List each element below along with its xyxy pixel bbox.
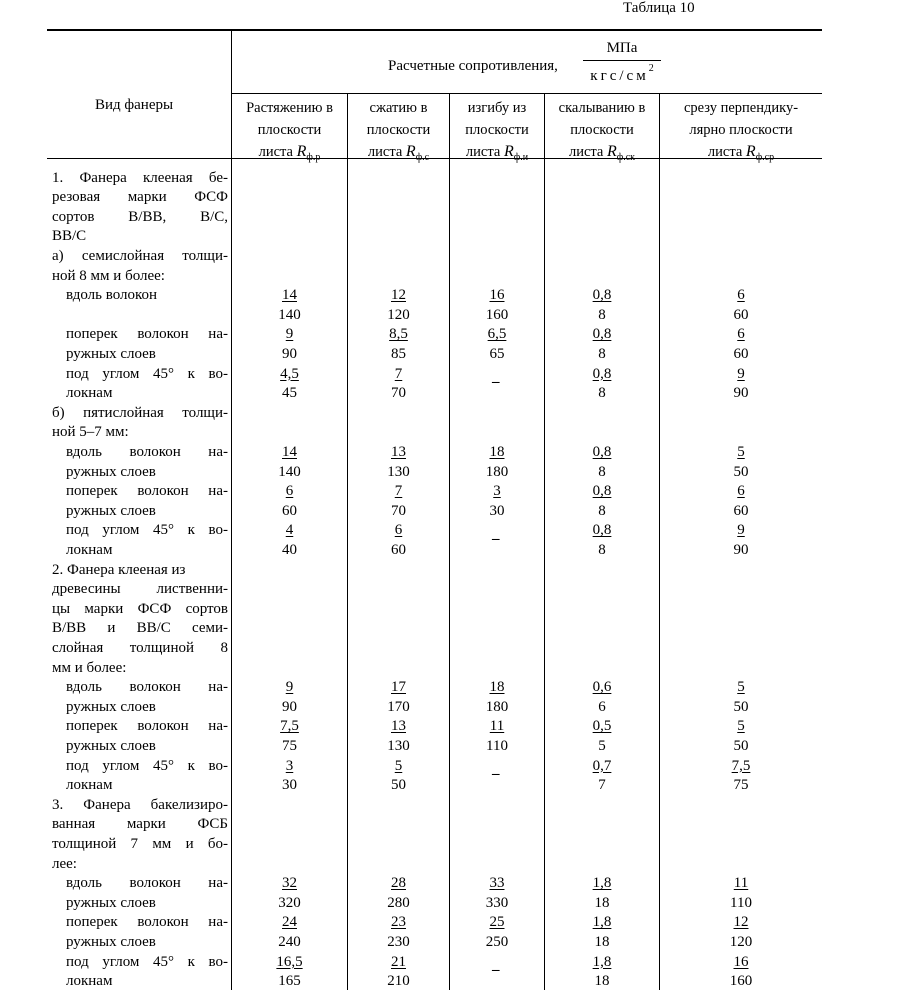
value-mpa: 28	[391, 875, 406, 892]
value-mpa: 0,7	[592, 757, 612, 774]
col-header-line: плоскости	[570, 122, 634, 138]
col-header-4	[545, 97, 659, 169]
col-header-2	[348, 97, 449, 169]
unit-bottom: кгс/$см^2$	[590, 63, 654, 84]
col-header-line: плоскости	[257, 122, 322, 138]
col-header-symbol-line: листа $R_{ф.р}$	[258, 143, 321, 164]
value-mpa: 5	[737, 718, 745, 735]
value-mpa: 4	[285, 522, 294, 539]
value-mpa: 21	[391, 953, 406, 970]
row-label: под углом 45° к во-	[66, 953, 228, 970]
header-main: Расчетные сопротивления,	[388, 58, 558, 74]
value-mpa: 1,8	[592, 914, 612, 931]
col-divider-3	[449, 93, 450, 990]
value-kgs: 65	[489, 345, 505, 362]
value-kgs: 50	[391, 777, 406, 794]
row-label: слойная толщиной 8	[52, 639, 228, 656]
value-mpa: 7,5	[280, 718, 299, 735]
value-kgs: 60	[391, 541, 406, 558]
value-kgs: 90	[282, 345, 297, 362]
row-label: цы марки ФСФ сортов	[52, 600, 228, 617]
row-label: ружных слоев	[66, 698, 156, 715]
value-kgs: 7	[598, 777, 606, 794]
col-header-symbol-line: листа $R_{ф.и}$	[465, 143, 529, 164]
value-kgs: 170	[387, 698, 410, 715]
value-kgs: 120	[387, 306, 410, 323]
value-kgs: 230	[387, 933, 410, 950]
col-header-line: плоскости	[366, 122, 431, 138]
col-header-line: плоскости	[465, 122, 529, 138]
value-kgs: 8	[598, 345, 606, 362]
value-kgs: 50	[733, 698, 749, 715]
value-mpa: 0,8	[592, 365, 612, 382]
value-kgs: 240	[278, 933, 301, 950]
row-label: ружных слоев	[66, 502, 156, 519]
value-mpa: 9	[737, 522, 745, 539]
value-kgs: 90	[282, 698, 297, 715]
value-mpa: 25	[489, 914, 505, 931]
value-mpa: 6	[737, 483, 745, 500]
col-header-line: Растяжению в	[246, 100, 333, 116]
value-mpa: 5	[394, 757, 403, 774]
value-mpa: 16,5	[276, 953, 303, 970]
value-mpa: 6	[285, 483, 294, 500]
value-kgs: 90	[733, 385, 749, 402]
value-mpa: 14	[282, 443, 297, 460]
value-dash: –	[492, 531, 500, 548]
value-mpa: 5	[737, 443, 745, 460]
value-mpa: 17	[391, 679, 406, 696]
value-mpa: 6	[737, 287, 745, 304]
value-mpa: 1,8	[592, 875, 612, 892]
row-label: б) пятислойная толщи-	[52, 404, 228, 421]
row-label: ной 8 мм и более:	[52, 267, 165, 284]
value-mpa: 0,5	[592, 718, 612, 735]
row-label: локнам	[66, 777, 113, 794]
value-mpa: 18	[489, 679, 505, 696]
row-label: резовая марки ФСФ	[52, 189, 228, 206]
value-kgs: 6	[598, 698, 606, 715]
value-kgs: 110	[486, 737, 508, 754]
value-kgs: 18	[594, 894, 610, 911]
value-kgs: 330	[485, 894, 509, 911]
row-label: под углом 45° к во-	[66, 522, 228, 539]
value-kgs: 50	[733, 737, 749, 754]
value-mpa: 3	[493, 483, 501, 500]
row-label: ружных слоев	[66, 894, 156, 911]
value-kgs: 40	[282, 541, 297, 558]
value-mpa: 0,8	[592, 287, 612, 304]
value-kgs: 85	[391, 345, 406, 362]
col-header-line: скалыванию в	[558, 100, 646, 116]
col-header-3	[450, 97, 544, 169]
col-header-symbol-line: листа $R_{ф.ск}$	[568, 143, 636, 164]
value-mpa: 8,5	[389, 326, 408, 343]
value-kgs: 180	[485, 698, 509, 715]
value-mpa: 32	[282, 875, 297, 892]
row-label: В/ВВ и ВВ/С семи-	[52, 620, 228, 637]
row-label: древесины лиственни-	[52, 581, 228, 598]
value-mpa: 12	[391, 287, 406, 304]
row-label: поперек волокон на-	[66, 326, 228, 343]
value-kgs: 210	[387, 973, 410, 990]
value-kgs: 50	[733, 463, 749, 480]
value-mpa: 9	[285, 326, 294, 343]
value-kgs: 140	[278, 306, 301, 323]
value-mpa: 4,5	[280, 365, 299, 382]
value-kgs: 250	[485, 933, 509, 950]
value-kgs: 8	[598, 502, 606, 519]
value-kgs: 180	[485, 463, 509, 480]
col-header-symbol-line: листа $R_{ф.ср}$	[707, 143, 775, 164]
row-label: поперек волокон на-	[66, 718, 228, 735]
col-header-5	[660, 97, 822, 169]
value-dash: –	[492, 374, 500, 391]
value-mpa: 0,8	[592, 326, 612, 343]
value-kgs: 30	[282, 777, 297, 794]
value-kgs: 30	[489, 502, 505, 519]
row-label: поперек волокон на-	[66, 914, 228, 931]
value-mpa: 24	[282, 914, 297, 931]
value-kgs: 130	[387, 737, 410, 754]
value-dash: –	[492, 766, 500, 783]
unit-top: МПа	[606, 40, 638, 56]
table-top-rule	[47, 29, 822, 31]
row-label: ванная марки ФСБ	[52, 816, 228, 833]
value-mpa: 16	[733, 953, 749, 970]
unit-fraction	[583, 38, 661, 84]
value-kgs: 320	[278, 894, 301, 911]
row-label: под углом 45° к во-	[66, 365, 228, 382]
value-mpa: 33	[489, 875, 505, 892]
value-mpa: 1,8	[592, 953, 612, 970]
row-label: ной 5–7 мм:	[52, 424, 129, 441]
value-kgs: 8	[598, 306, 606, 323]
value-kgs: 60	[733, 345, 749, 362]
value-mpa: 7,5	[731, 757, 751, 774]
value-kgs: 140	[278, 463, 301, 480]
value-kgs: 70	[391, 502, 406, 519]
value-kgs: 110	[730, 894, 752, 911]
value-kgs: 90	[733, 541, 749, 558]
row-label: вдоль волокон на-	[66, 875, 228, 892]
row-label: локнам	[66, 541, 113, 558]
row-label: ружных слоев	[66, 463, 156, 480]
row-label: мм и более:	[52, 659, 127, 676]
value-mpa: 0,6	[592, 679, 612, 696]
row-label: лее:	[52, 855, 77, 872]
value-mpa: 9	[737, 365, 745, 382]
value-kgs: 8	[598, 541, 606, 558]
row-label: ружных слоев	[66, 737, 156, 754]
value-kgs: 60	[733, 306, 749, 323]
value-mpa: 11	[733, 875, 749, 892]
row-label: вдоль волокон на-	[66, 679, 228, 696]
value-kgs: 160	[729, 973, 753, 990]
row-label: а) семислойная толщи-	[52, 247, 228, 264]
value-kgs: 8	[598, 385, 606, 402]
row-label: локнам	[66, 385, 113, 402]
value-mpa: 3	[285, 757, 294, 774]
value-kgs: 120	[729, 933, 753, 950]
col-header-1	[232, 97, 347, 169]
value-mpa: 7	[394, 483, 403, 500]
row-label: вдоль волокон	[66, 287, 158, 304]
value-kgs: 60	[733, 502, 749, 519]
row-label: сортов В/ВВ, В/С,	[52, 208, 228, 225]
row-label: вдоль волокон на-	[66, 443, 228, 460]
value-mpa: 16	[489, 287, 505, 304]
row-label: 2. Фанера клееная из	[52, 561, 186, 578]
value-kgs: 8	[598, 463, 606, 480]
value-kgs: 60	[282, 502, 297, 519]
col-header-line: срезу перпендику-	[683, 100, 799, 116]
value-kgs: 75	[733, 777, 749, 794]
row-label: толщиной 7 мм и бо-	[52, 835, 228, 852]
row-label: 3. Фанера бакелизиро-	[52, 796, 228, 813]
value-kgs: 130	[387, 463, 410, 480]
value-mpa: 9	[285, 679, 294, 696]
value-mpa: 12	[733, 914, 749, 931]
value-kgs: 18	[594, 973, 610, 990]
header-kind: Вид фанеры	[95, 97, 174, 113]
value-kgs: 75	[282, 737, 297, 754]
value-kgs: 165	[278, 973, 301, 990]
value-mpa: 23	[391, 914, 406, 931]
row-label: ружных слоев	[66, 345, 156, 362]
col-header-line: сжатию в	[369, 100, 428, 116]
col-header-symbol-line: листа $R_{ф.с}$	[367, 143, 430, 164]
value-kgs: 70	[391, 385, 406, 402]
col-header-line: лярно плоскости	[689, 122, 793, 138]
value-kgs: 160	[485, 306, 509, 323]
row-label: ружных слоев	[66, 933, 156, 950]
row-label: ВВ/С	[52, 228, 87, 245]
value-mpa: 7	[394, 365, 403, 382]
row-label: поперек волокон на-	[66, 483, 228, 500]
value-kgs: 45	[282, 385, 297, 402]
table-caption: Таблица 10	[623, 0, 695, 16]
value-dash: –	[492, 962, 500, 979]
col-header-line: изгибу из	[467, 100, 527, 116]
row-label: 1. Фанера клееная бе-	[52, 169, 228, 186]
value-mpa: 13	[391, 718, 406, 735]
value-mpa: 0,8	[592, 443, 612, 460]
value-mpa: 6	[394, 522, 403, 539]
value-mpa: 11	[489, 718, 505, 735]
value-mpa: 18	[489, 443, 505, 460]
value-mpa: 0,8	[592, 522, 612, 539]
value-mpa: 0,8	[592, 483, 612, 500]
row-label: локнам	[66, 973, 113, 990]
value-mpa: 6,5	[487, 326, 507, 343]
value-mpa: 6	[737, 326, 745, 343]
header-split-rule	[232, 93, 822, 94]
value-kgs: 280	[387, 894, 410, 911]
value-mpa: 14	[282, 287, 297, 304]
value-kgs: 5	[598, 737, 606, 754]
row-label: под углом 45° к во-	[66, 757, 228, 774]
value-mpa: 13	[391, 443, 406, 460]
value-kgs: 18	[594, 933, 610, 950]
value-mpa: 5	[737, 679, 745, 696]
